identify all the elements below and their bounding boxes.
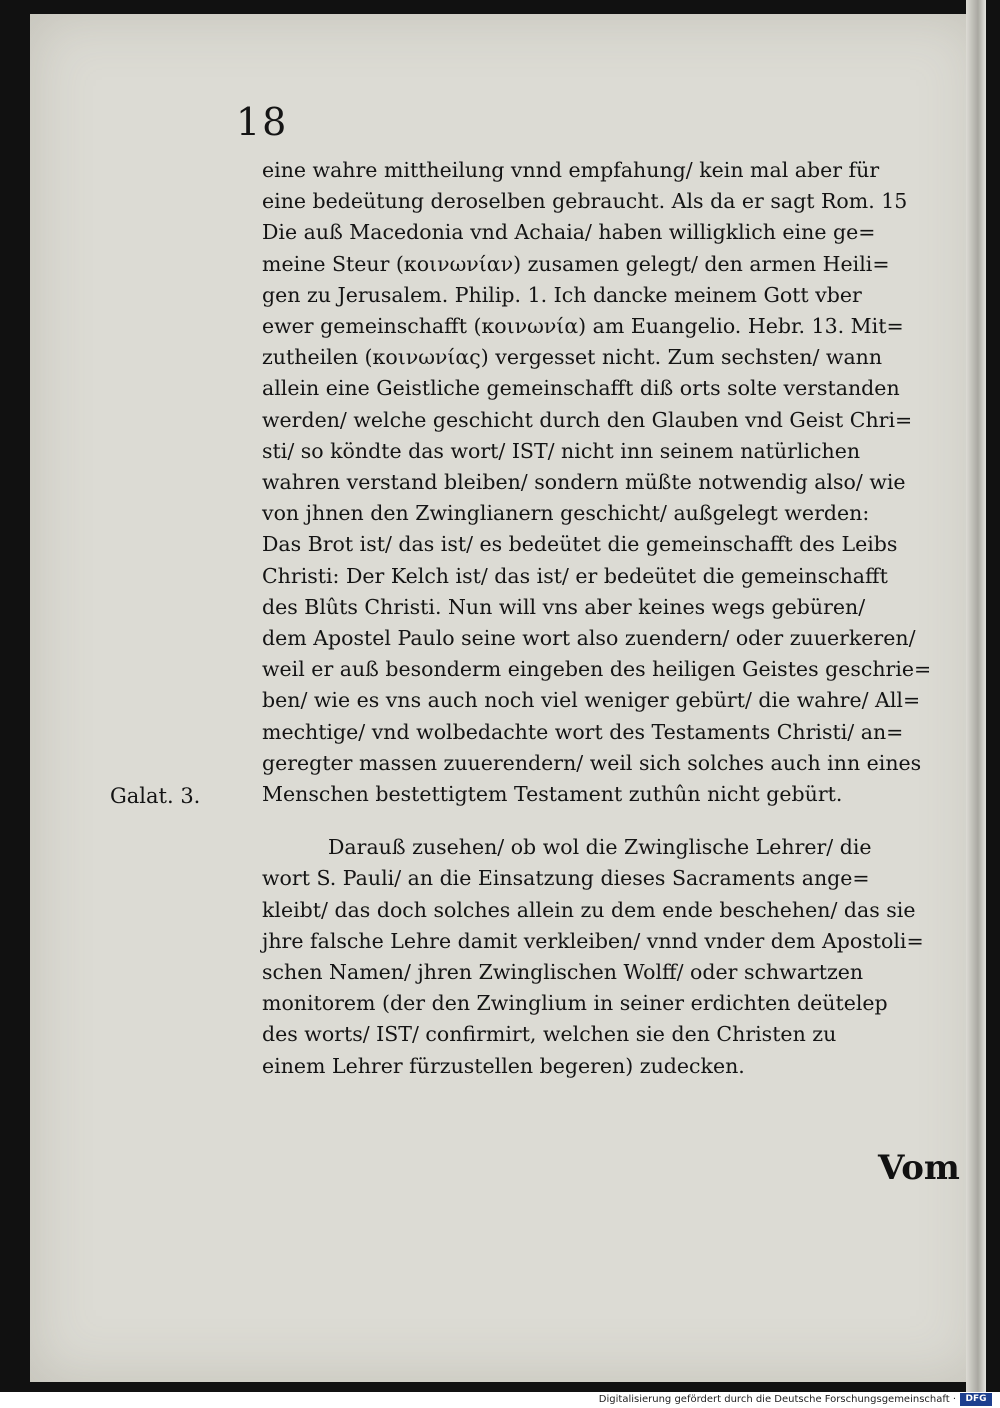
catchword: Vom bbox=[878, 1148, 960, 1188]
text-line: des worts/ IST/ confirmirt, welchen sie den Christen zu bbox=[262, 1022, 837, 1047]
text-line: zutheilen (κοινωνίας) vergesset nicht. Zum sechsten/ wann bbox=[262, 345, 883, 370]
text-line: weil er auß besonderm eingeben des heiligen Geistes geschrie= bbox=[262, 657, 932, 682]
text-line: Menschen bestettigtem Testament zuthûn nicht gebürt. bbox=[262, 782, 843, 807]
page-number: 18 bbox=[236, 100, 289, 144]
text-line: eine bedeütung deroselben gebraucht. Als da er sagt Rom. 15 bbox=[262, 189, 908, 214]
text-line: allein eine Geistliche gemeinschafft diß orts solte verstanden bbox=[262, 376, 900, 401]
text-line: einem Lehrer fürzustellen begeren) zudecken. bbox=[262, 1053, 745, 1078]
text-line: kleibt/ das doch solches allein zu dem ende beschehen/ das sie bbox=[262, 897, 916, 922]
text-line: wahren verstand bleiben/ sondern müßte notwendig also/ wie bbox=[262, 470, 906, 495]
paragraph-1 bbox=[262, 155, 962, 810]
footer-credit: Digitalisierung gefördert durch die Deutsche Forschungsgemeinschaft · bbox=[598, 1394, 956, 1405]
main-text bbox=[262, 155, 962, 1082]
text-line: meine Steur (κοινωνίαν) zusamen gelegt/ den armen Heili= bbox=[262, 251, 890, 276]
text-line: Das Brot ist/ das ist/ es bedeütet die gemeinschafft des Leibs bbox=[262, 532, 898, 557]
text-line: mechtige/ vnd wolbedachte wort des Testaments Christi/ an= bbox=[262, 719, 904, 744]
text-line: werden/ welche geschicht durch den Glauben vnd Geist Chri= bbox=[262, 407, 913, 432]
dfg-logo: DFG bbox=[960, 1393, 992, 1406]
text-line: dem Apostel Paulo seine wort also zuendern/ oder zuuerkeren/ bbox=[262, 626, 916, 651]
text-line: von jhnen den Zwinglianern geschicht/ außgelegt werden: bbox=[262, 501, 870, 526]
text-line: ben/ wie es vns auch noch viel weniger gebürt/ die wahre/ All= bbox=[262, 688, 921, 713]
text-line: Christi: Der Kelch ist/ das ist/ er bedeütet die gemeinschafft bbox=[262, 563, 888, 588]
text-line: sti/ so köndte das wort/ IST/ nicht inn seinem natürlichen bbox=[262, 438, 861, 463]
text-line: gen zu Jerusalem. Philip. 1. Ich dancke meinem Gott vber bbox=[262, 282, 862, 307]
text-line: eine wahre mittheilung vnnd empfahung/ kein mal aber für bbox=[262, 158, 880, 182]
text-line: Die auß Macedonia vnd Achaia/ haben willigklich eine ge= bbox=[262, 220, 876, 245]
text-line: Darauß zusehen/ ob wol die Zwinglische Lehrer/ die bbox=[328, 835, 872, 860]
text-line: monitorem (der den Zwinglium in seiner erdichten deütelep bbox=[262, 991, 888, 1016]
text-line: geregter massen zuuerendern/ weil sich solches auch inn eines bbox=[262, 750, 922, 775]
page-spine-edge bbox=[966, 0, 986, 1392]
margin-note: Galat. 3. bbox=[110, 784, 201, 808]
text-line: jhre falsche Lehre damit verkleiben/ vnnd vnder dem Apostoli= bbox=[262, 928, 924, 953]
paragraph-2 bbox=[262, 832, 962, 1082]
text-line: des Blûts Christi. Nun will vns aber keines wegs gebüren/ bbox=[262, 594, 866, 619]
text-line: schen Namen/ jhren Zwinglischen Wolff/ oder schwartzen bbox=[262, 960, 864, 985]
footer bbox=[0, 1392, 1000, 1408]
text-line: ewer gemeinschafft (κοινωνία) am Euangelio. Hebr. 13. Mit= bbox=[262, 314, 904, 339]
text-line: wort S. Pauli/ an die Einsatzung dieses Sacraments ange= bbox=[262, 866, 870, 891]
